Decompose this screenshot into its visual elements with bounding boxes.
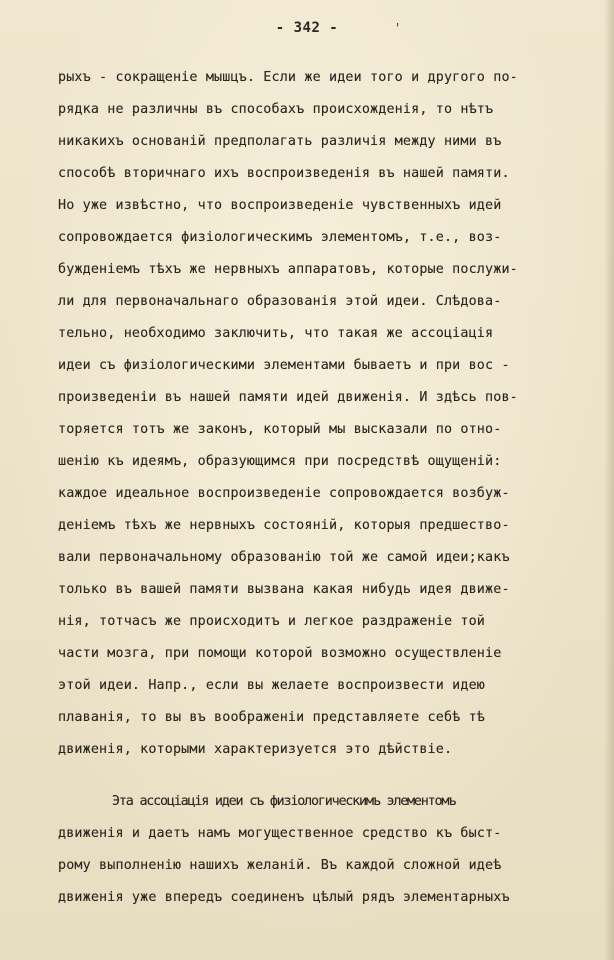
text-line: рому выполненію нашихъ желаній. Въ каждой сложной идеѣ [58,858,502,873]
text-line: шенію къ идеямъ, образующимся при посредствѣ ощущеній: [58,454,502,469]
text-line: каждое идеальное воспроизведеніе сопровождается возбуж- [58,486,510,501]
typewritten-text-body [0,68,614,960]
text-line: нія, тотчасъ же происходитъ и легкое раздраженіе той [58,614,486,629]
text-line: тельно, необходимо заключить, что такая же ассоціація [58,326,494,341]
page-mark: ' [394,21,402,35]
text-line: Но уже извѣстно, что воспроизведеніе чувственныхъ идей [58,198,502,213]
page-number: - 342 - [275,20,339,36]
text-line: ли для первоначальнаго образованія этой идеи. Слѣдова- [58,294,502,309]
text-line: способѣ вторичнаго ихъ воспроизведенія въ нашей памяти. [58,166,510,181]
text-line: рядка не различны въ способахъ происхожденія, то нѣтъ [58,102,494,117]
text-line: сопровождается физіологическимъ элементомъ, т.е., воз- [58,230,502,245]
text-line: движенія уже впередъ соединенъ цѣлый рядъ элементарныхъ [58,890,510,905]
text-line: части мозга, при помощи которой возможно осуществленіе [58,646,502,661]
text-line: идеи съ физіологическими элементами бываетъ и при вос - [58,358,510,373]
text-line: бужденіемъ тѣхъ же нервныхъ аппаратовъ, которые послужи- [58,262,518,277]
text-line: движенія, которыми характеризуется это дѣйствіе. [58,742,453,757]
text-line: деніемъ тѣхъ же нервныхъ состояній, которыя предшество- [58,518,510,533]
text-line: никакихъ основаній предполагать различія между ними въ [58,134,502,149]
text-line: только въ вашей памяти вызвана какая нибудь идея движе- [58,582,510,597]
text-line: движенія и даетъ намъ могущественное средство къ быст- [58,826,502,841]
paragraph-first-line: Эта ассоціація идеи съ физіологическимъ элементомъ [112,794,456,809]
text-line: вали первоначальному образованію той же самой идеи;какъ [58,550,510,565]
text-line: рыхъ - сокращеніе мышцъ. Если же идеи того и другого по- [58,70,518,85]
text-line: торяется тотъ же законъ, который мы высказали по отно- [58,422,502,437]
text-line: плаванія, то вы въ воображеніи представляете себѣ тѣ [58,710,486,725]
text-line: этой идеи. Напр., если вы желаете воспроизвести идею [58,678,486,693]
text-line: произведеніи въ нашей памяти идей движенія. И здѣсь пов- [58,390,518,405]
